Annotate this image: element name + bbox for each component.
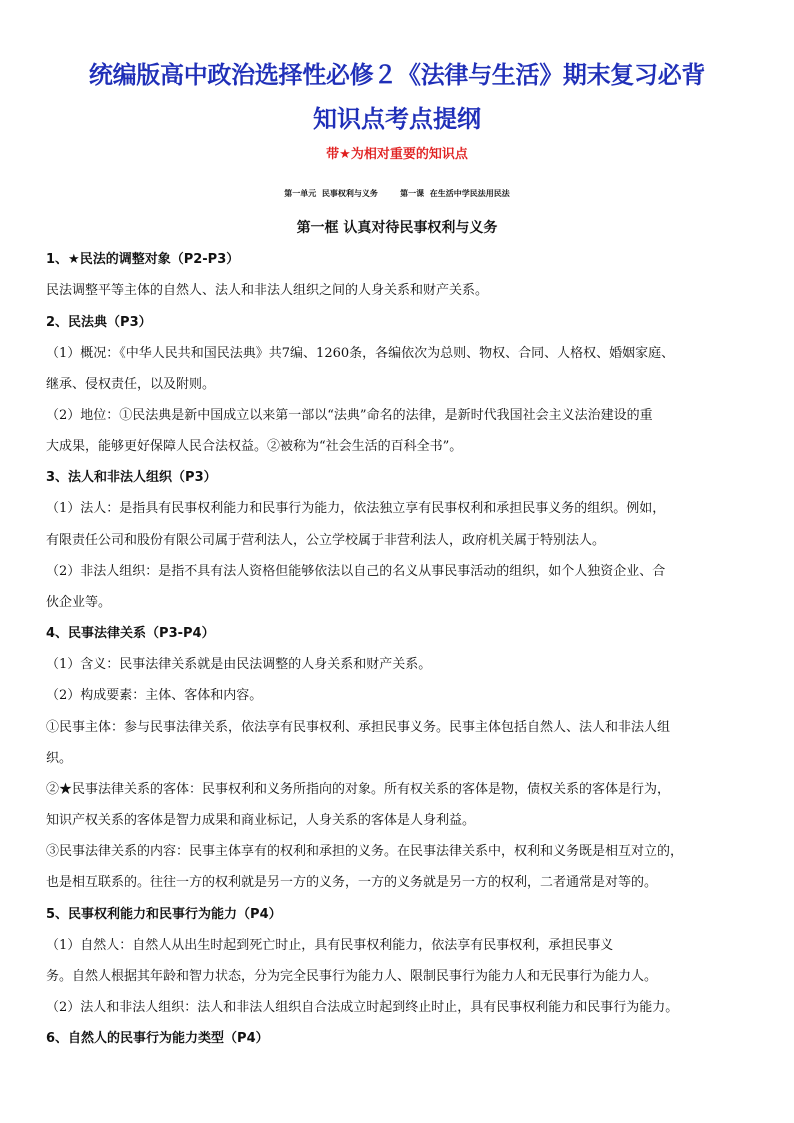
body-line: 民法调整平等主体的自然人、法人和非法人组织之间的人身关系和财产关系。 — [46, 283, 489, 298]
body-line: 也是相互联系的。往往一方的权利就是另一方的义务，一方的义务就是另一方的权利，二者通常是对等的。 — [46, 875, 658, 890]
body-line: （2）法人和非法人组织：法人和非法人组织自合法成立时起到终止时止，具有民事权利能力和民事行为能力。 — [46, 1000, 679, 1015]
body-line: （1）概况：《中华人民共和国民法典》共7编、1260条，各编依次为总则、物权、合同、人格权、婚姻家庭、 — [46, 346, 675, 361]
section-heading-4: 4、民事法律关系（P3-P4） — [46, 626, 215, 641]
body-line: ①民事主体：参与民事法律关系，依法享有民事权利、承担民事义务。民事主体包括自然人、法人和非法人组 — [46, 720, 671, 735]
body-line: 有限责任公司和股份有限公司属于营利法人，公立学校属于非营利法人，政府机关属于特别法人。 — [46, 533, 606, 548]
body-line: （1）含义：民事法律关系就是由民法调整的人身关系和财产关系。 — [46, 657, 432, 672]
unit-heading: 第一单元 民事权利与义务 第一课 在生活中学民法用民法 — [284, 189, 510, 198]
body-line: ②★民事法律关系的客体：民事权利和义务所指向的对象。所有权关系的客体是物，债权关系的客体是行为， — [46, 782, 671, 797]
body-line: （2）地位：①民法典是新中国成立以来第一部以“法典”命名的法律，是新时代我国社会主义法治建设的重 — [46, 408, 653, 423]
body-line: （1）自然人：自然人从出生时起到死亡时止，具有民事权利能力，依法享有民事权利，承担民事义 — [46, 938, 614, 953]
body-line: 继承、侵权责任，以及附则。 — [46, 377, 216, 392]
body-line: （2）构成要素：主体、客体和内容。 — [46, 688, 263, 703]
section-heading-2: 2、民法典（P3） — [46, 315, 152, 330]
body-line: （2）非法人组织：是指不具有法人资格但能够依法以自己的名义从事民事活动的组织，如个人独资企业、合 — [46, 564, 666, 579]
body-line: 知识产权关系的客体是智力成果和商业标记，人身关系的客体是人身利益。 — [46, 813, 476, 828]
body-line: 伙企业等。 — [46, 595, 112, 610]
frame-heading: 第一框 认真对待民事权利与义务 — [296, 220, 498, 236]
body-line: 大成果，能够更好保障人民合法权益。②被称为“社会生活的百科全书”。 — [46, 439, 463, 454]
section-heading-5: 5、民事权利能力和民事行为能力（P4） — [46, 907, 282, 922]
document-title-line-2: 知识点考点提纲 — [313, 105, 481, 133]
importance-note: 带★为相对重要的知识点 — [326, 147, 468, 162]
section-heading-6: 6、自然人的民事行为能力类型（P4） — [46, 1031, 269, 1046]
body-line: 务。自然人根据其年龄和智力状态，分为完全民事行为能力人、限制民事行为能力人和无民事行为能力人。 — [46, 969, 658, 984]
section-heading-1: 1、★民法的调整对象（P2-P3） — [46, 252, 240, 267]
body-line: （1）法人：是指具有民事权利能力和民事行为能力，依法独立享有民事权利和承担民事义务的组织。例如， — [46, 501, 666, 516]
document-title-line-1: 统编版高中政治选择性必修２《法律与生活》期末复习必背 — [88, 61, 706, 89]
body-line: ③民事法律关系的内容：民事主体享有的权利和承担的义务。在民事法律关系中，权利和义务既是相互对立的， — [46, 844, 684, 859]
section-heading-3: 3、法人和非法人组织（P3） — [46, 470, 217, 485]
body-line: 织。 — [46, 751, 73, 766]
